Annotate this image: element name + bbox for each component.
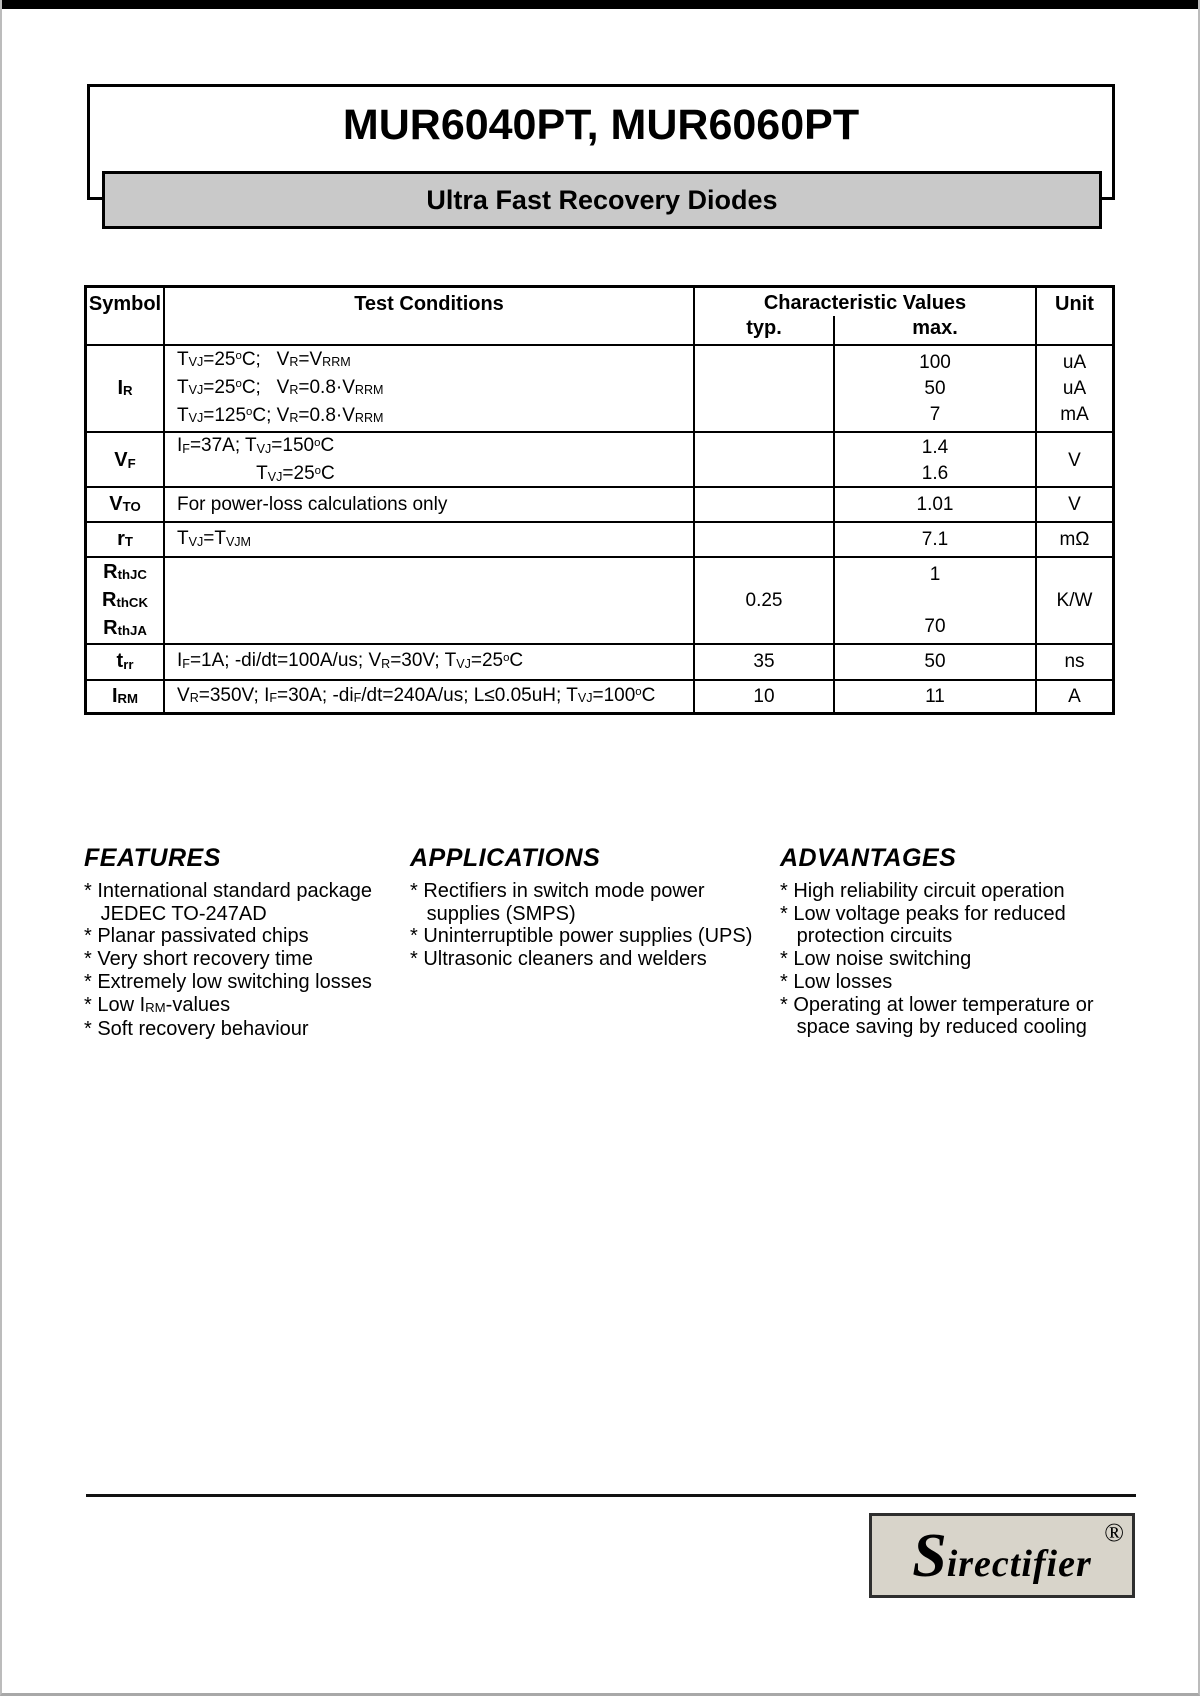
cell-unit	[1037, 346, 1112, 431]
cell-line: $R_{thJC}$	[103, 560, 147, 583]
cell-line: 0.25	[745, 589, 783, 611]
col-header-characteristic-values	[695, 288, 1037, 344]
cell-line: $R_{thCK}$	[102, 588, 148, 611]
table-body	[87, 346, 1112, 712]
cell-typ	[695, 433, 835, 489]
cell-line: uA	[1062, 351, 1087, 373]
cell-typ	[695, 645, 835, 679]
typ-max-subheader	[695, 316, 1035, 344]
list-line: * Low $I_{RM}$-values	[84, 993, 231, 1016]
advantages-heading: ADVANTAGES	[780, 844, 957, 872]
cell-typ	[695, 523, 835, 556]
cell-line: 35	[753, 651, 775, 672]
table-row	[87, 521, 1112, 556]
cell-line: 1.4	[921, 437, 949, 458]
list-line: space saving by reduced cooling	[780, 1016, 1087, 1039]
list-line: * Uninterruptible power supplies (UPS)	[410, 925, 753, 948]
cell-symbol	[87, 558, 165, 643]
cell-max	[835, 488, 1037, 521]
col-header-symbol: Symbol	[87, 288, 165, 344]
cell-unit	[1037, 433, 1112, 489]
cell-line: 11	[925, 685, 945, 707]
cell-line: V	[1068, 493, 1081, 515]
list-line: * Extremely low switching losses	[84, 970, 372, 993]
cell-line: uA	[1062, 377, 1087, 399]
cell-max	[835, 645, 1037, 679]
col-header-unit: Unit	[1055, 293, 1094, 315]
cell-line: $I_{RM}$	[111, 684, 139, 707]
cell-typ	[695, 488, 835, 521]
applications-list	[410, 880, 770, 971]
cell-conditions	[165, 523, 695, 556]
logo-wordmark	[872, 1516, 1132, 1612]
cell-symbol	[87, 681, 165, 712]
cell-max	[835, 433, 1037, 489]
cell-line: 7	[929, 403, 941, 425]
list-line: * Soft recovery behaviour	[84, 1018, 309, 1041]
cell-symbol	[87, 346, 165, 431]
page-top-border	[2, 0, 1198, 9]
list-line: * Ultrasonic cleaners and welders	[410, 948, 707, 971]
cell-line: $T_{VJ}=125^oC$; $V_R=0.8\cdot V_{RRM}$	[177, 404, 384, 426]
cell-line: 100	[919, 351, 951, 373]
cell-conditions	[165, 488, 695, 521]
cell-line: $t_{rr}$	[116, 650, 134, 672]
cell-conditions	[165, 645, 695, 679]
cell-line: $V_{TO}$	[109, 492, 141, 515]
cell-line: mA	[1060, 403, 1089, 425]
list-line: * Low losses	[780, 970, 893, 993]
list-line: protection circuits	[780, 925, 953, 948]
col-header-test-conditions: Test Conditions	[165, 288, 695, 344]
table-row	[87, 643, 1112, 679]
cell-line: $r_T$	[117, 527, 133, 550]
list-line: * Planar passivated chips	[84, 925, 309, 948]
characteristic-values-label: Characteristic Values	[763, 292, 967, 314]
cell-unit	[1037, 681, 1112, 712]
list-line: * International standard package	[84, 880, 372, 902]
cell-line	[932, 588, 937, 614]
cell-symbol	[87, 488, 165, 521]
cell-line: $I_R$	[117, 376, 133, 399]
list-line: * Very short recovery time	[84, 948, 313, 971]
table-row	[87, 486, 1112, 521]
cell-typ	[695, 558, 835, 643]
cell-line: $V_F$	[114, 449, 136, 471]
features-heading: FEATURES	[84, 844, 221, 872]
cell-line: K/W	[1056, 589, 1093, 611]
col-header-max: max.	[912, 317, 958, 339]
table-row	[87, 556, 1112, 643]
cell-line: $T_{VJ}=25^oC$	[177, 463, 335, 484]
list-line: supplies (SMPS)	[410, 902, 576, 925]
table-row	[87, 679, 1112, 712]
list-line: JEDEC TO-247AD	[84, 902, 267, 925]
cell-line: 7.1	[921, 528, 949, 550]
cell-max	[835, 346, 1037, 431]
logo-rest: irectifier	[946, 1543, 1092, 1585]
cell-unit	[1037, 558, 1112, 643]
cell-line: $T_{VJ}=T_{VJM}$	[177, 528, 251, 549]
footer-divider	[86, 1494, 1136, 1497]
cell-line: $T_{VJ}=25^oC$; $V_R=0.8\cdot V_{RRM}$	[177, 376, 384, 398]
cell-line: 10	[753, 685, 775, 707]
characteristics-table	[84, 285, 1115, 715]
subtitle-banner	[102, 171, 1102, 229]
cell-line: ns	[1064, 651, 1085, 672]
cell-conditions	[165, 433, 695, 489]
applications-heading: APPLICATIONS	[410, 844, 601, 872]
cell-symbol	[87, 645, 165, 679]
table-header-row	[87, 288, 1112, 346]
cell-line: $T_{VJ}=25^oC$; $V_R=V_{RRM}$	[177, 348, 351, 370]
cell-line: 1	[929, 563, 941, 585]
cell-line: $V_R=350V$; $I_F=30A$; $-di_F/dt=240A/us$; L≤0.05uH; $T_{VJ}=100^oC$	[177, 684, 656, 706]
col-header-typ: typ.	[695, 316, 835, 344]
list-line: * High reliability circuit operation	[780, 880, 1065, 902]
cell-unit	[1037, 523, 1112, 556]
logo-initial: S	[912, 1522, 947, 1590]
cell-line: 50	[924, 651, 946, 672]
cell-symbol	[87, 523, 165, 556]
cell-line: V	[1068, 450, 1081, 471]
features-list	[84, 880, 404, 1041]
cell-conditions	[165, 681, 695, 712]
list-line: * Low noise switching	[780, 948, 972, 971]
table-row	[87, 346, 1112, 431]
list-line: * Rectifiers in switch mode power	[410, 880, 705, 902]
cell-line: 70	[924, 615, 946, 637]
advantages-section	[780, 844, 1150, 1039]
cell-line: mΩ	[1059, 528, 1090, 550]
list-line: * Operating at lower temperature or	[780, 993, 1094, 1016]
cell-unit	[1037, 488, 1112, 521]
cell-line	[761, 614, 766, 640]
cell-line: $R_{thJA}$	[103, 616, 147, 639]
cell-max	[835, 523, 1037, 556]
cell-max	[835, 558, 1037, 643]
cell-line: $I_F=1A$; -di/dt=100A/us; $V_R=30V$; $T_{VJ}=25^oC$	[177, 650, 524, 671]
cell-line: 50	[924, 377, 946, 399]
cell-conditions	[165, 346, 695, 431]
cell-symbol	[87, 433, 165, 489]
cell-unit	[1037, 645, 1112, 679]
cell-line: 1.6	[921, 463, 949, 484]
cell-line: A	[1068, 685, 1081, 707]
cell-conditions	[165, 558, 695, 643]
cell-typ	[695, 681, 835, 712]
advantages-list	[780, 880, 1150, 1039]
table-row	[87, 431, 1112, 486]
sirectifier-logo	[869, 1513, 1135, 1598]
page-subtitle: Ultra Fast Recovery Diodes	[426, 184, 778, 215]
registered-trademark-icon: ®	[1104, 1518, 1124, 1547]
cell-line: $I_F=37A$; $T_{VJ}=150^oC$	[177, 435, 335, 456]
cell-line	[761, 562, 766, 588]
page-title: MUR6040PT, MUR6060PT	[342, 101, 860, 149]
list-line: * Low voltage peaks for reduced	[780, 902, 1066, 925]
cell-typ	[695, 346, 835, 431]
cell-max	[835, 681, 1037, 712]
applications-section	[410, 844, 770, 971]
cell-line: 1.01	[916, 493, 954, 515]
cell-line: For power-loss calculations only	[177, 493, 448, 515]
features-section	[84, 844, 404, 1041]
